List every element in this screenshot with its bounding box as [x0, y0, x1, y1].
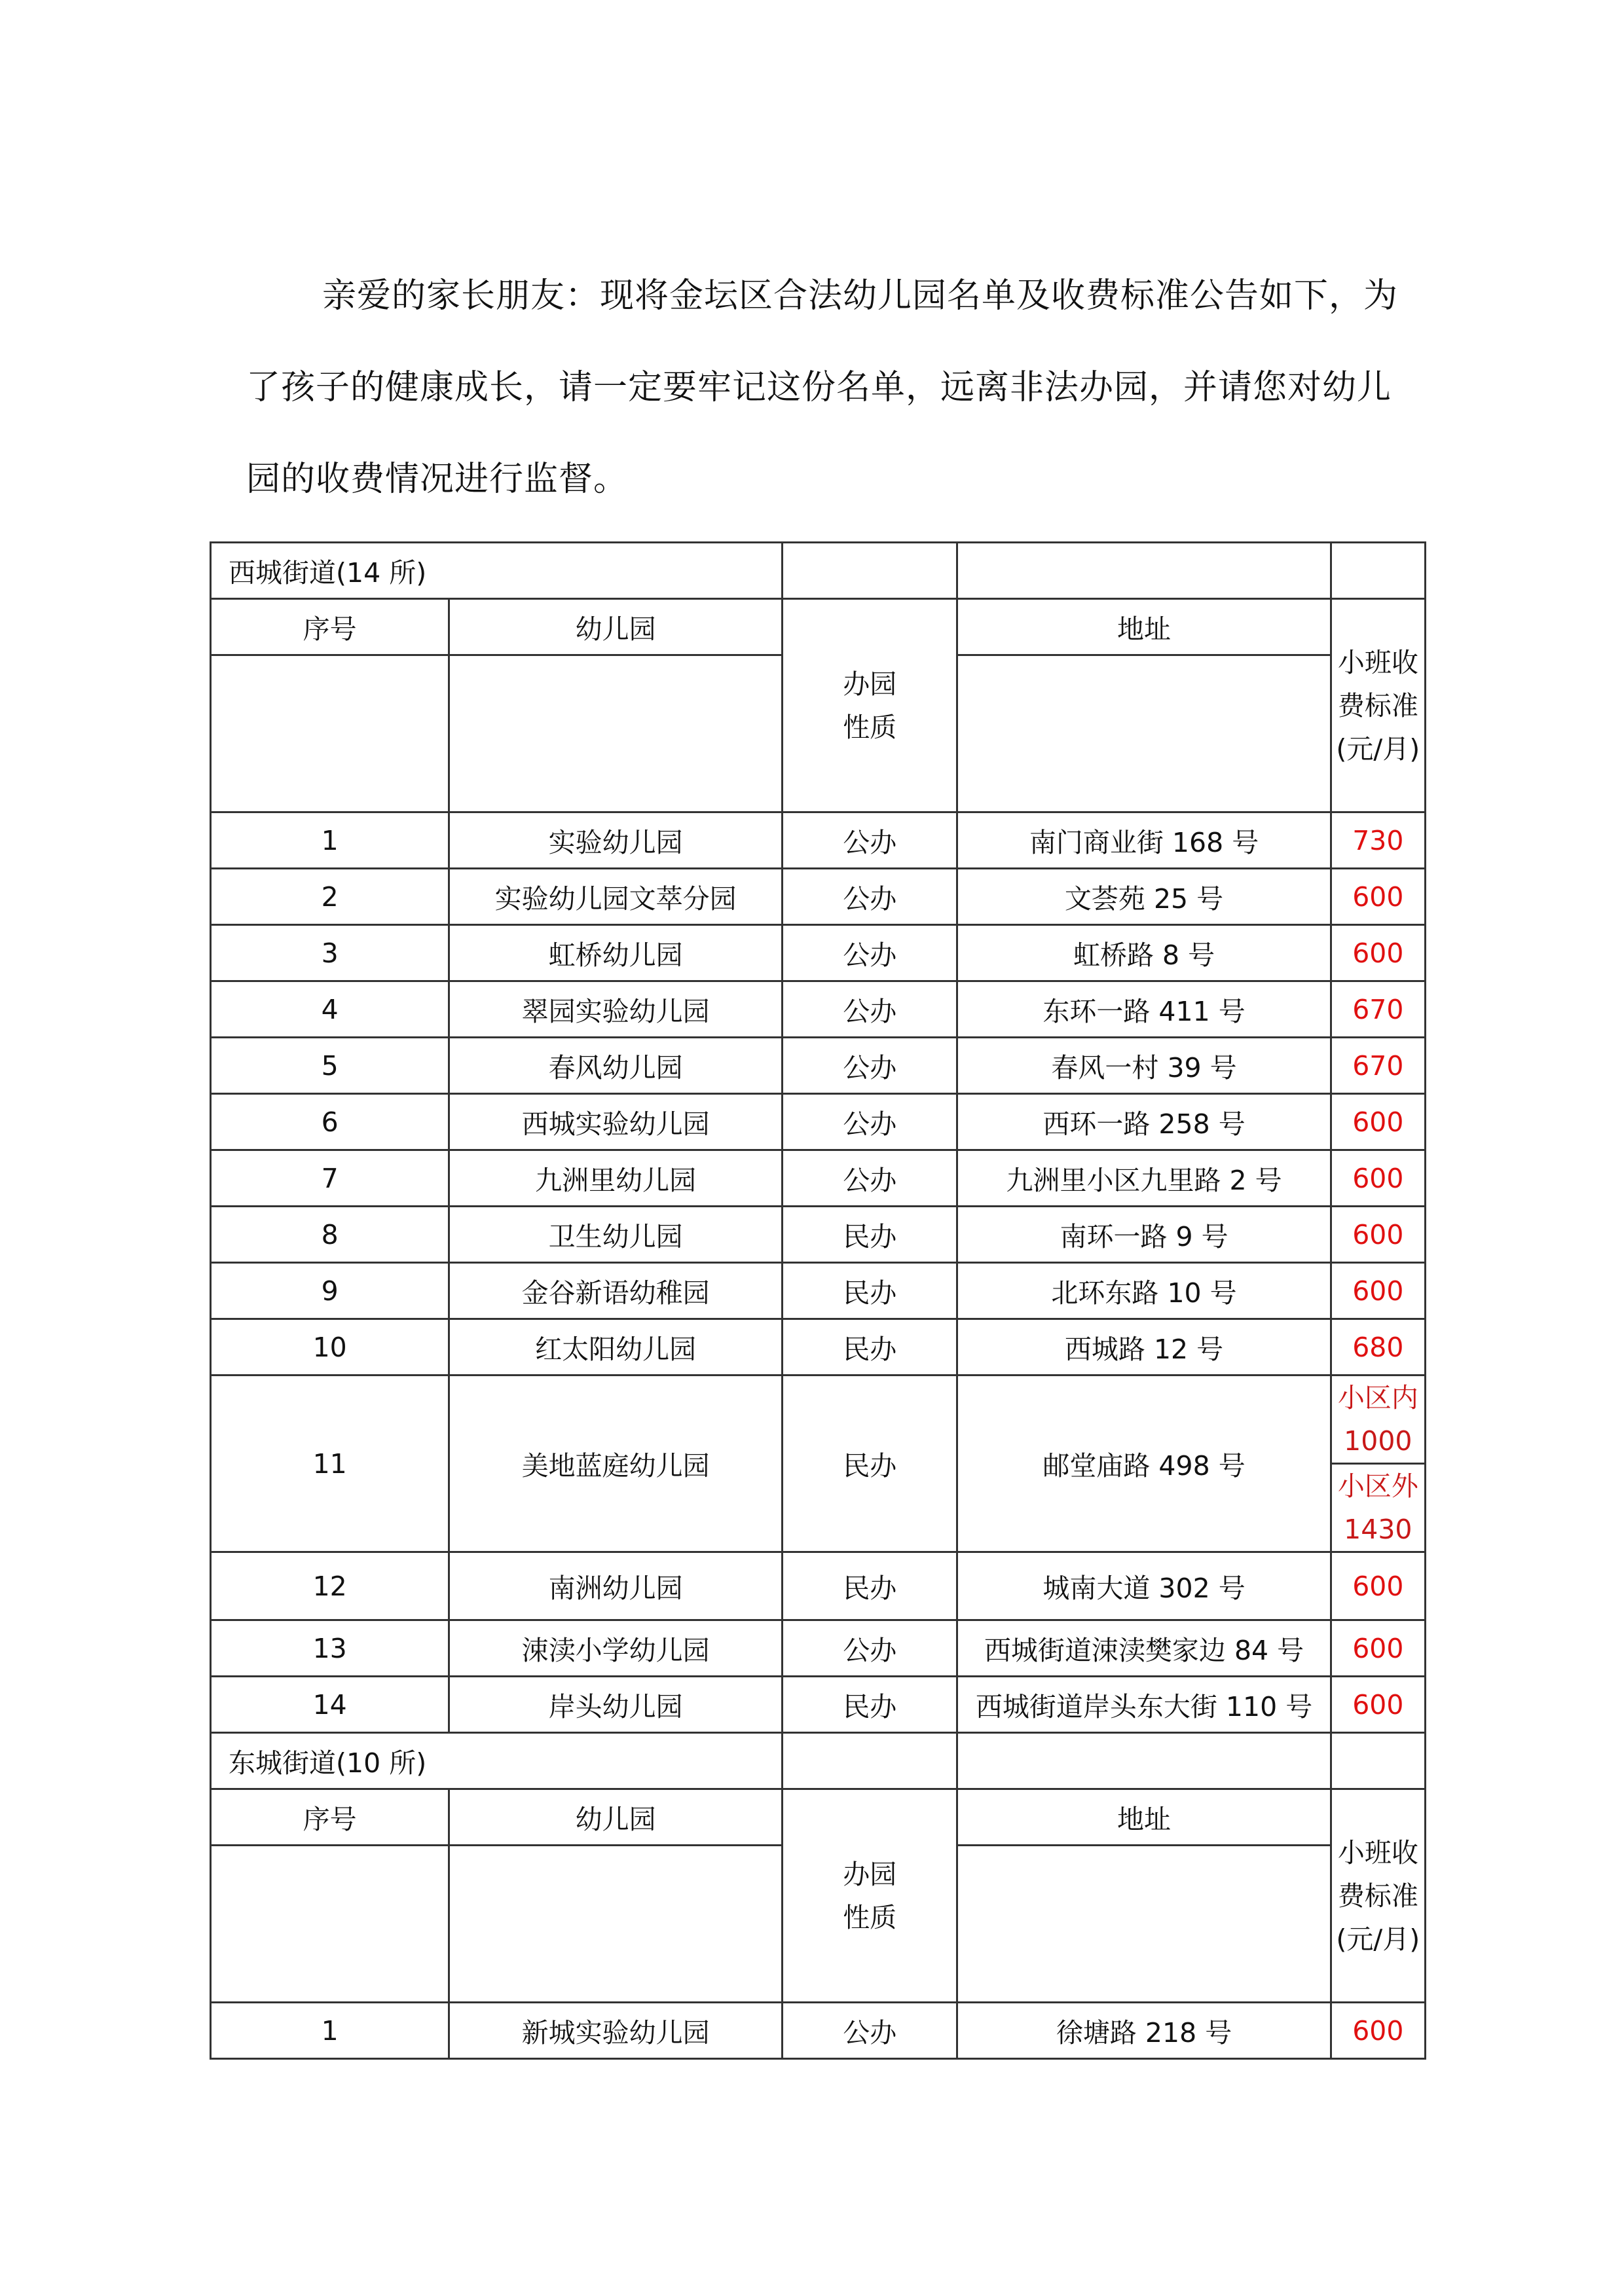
row-no: 2 [211, 869, 449, 925]
row-kindergarten: 岸头幼儿园 [449, 1677, 783, 1733]
row-kindergarten: 翠园实验幼儿园 [449, 981, 783, 1038]
table-row [211, 1150, 1426, 1207]
table-row [211, 1376, 1426, 1552]
table-row [211, 925, 1426, 981]
row-no: 11 [211, 1376, 449, 1552]
header-nature: 办园性质 [843, 668, 897, 743]
section-title-row [211, 543, 1426, 599]
table-row [211, 1552, 1426, 1620]
row-no: 12 [211, 1552, 449, 1620]
row-nature: 公办 [783, 1620, 957, 1677]
row-nature: 公办 [783, 1094, 957, 1150]
row-nature: 民办 [783, 1376, 957, 1552]
row-nature: 公办 [783, 1038, 957, 1094]
header-address: 地址 [957, 1789, 1331, 1846]
row-fee: 600 [1331, 1620, 1425, 1677]
row-address: 徐塘路 218 号 [957, 2003, 1331, 2059]
table-row [211, 981, 1426, 1038]
section-title: 东城街道(10 所) [211, 1733, 783, 1789]
row-fee: 600 [1331, 925, 1425, 981]
row-fee-outside: 小区外 1430 [1332, 1463, 1424, 1551]
row-fee: 600 [1331, 1677, 1425, 1733]
row-kindergarten: 红太阳幼儿园 [449, 1319, 783, 1376]
table-row [211, 1620, 1426, 1677]
table-row [211, 812, 1426, 869]
row-no: 3 [211, 925, 449, 981]
row-nature: 公办 [783, 1150, 957, 1207]
row-fee: 680 [1331, 1319, 1425, 1376]
row-no: 10 [211, 1319, 449, 1376]
row-kindergarten: 涑渎小学幼儿园 [449, 1620, 783, 1677]
row-kindergarten: 九洲里幼儿园 [449, 1150, 783, 1207]
row-address: 西环一路 258 号 [957, 1094, 1331, 1150]
table-row [211, 1319, 1426, 1376]
row-fee: 670 [1331, 1038, 1425, 1094]
row-fee: 600 [1331, 1207, 1425, 1263]
row-fee-inside: 小区内 1000 [1337, 1382, 1418, 1457]
table-row [211, 1677, 1426, 1733]
row-fee: 730 [1331, 812, 1425, 869]
row-kindergarten: 春风幼儿园 [449, 1038, 783, 1094]
header-no: 序号 [211, 599, 449, 655]
row-kindergarten: 美地蓝庭幼儿园 [449, 1376, 783, 1552]
row-nature: 公办 [783, 869, 957, 925]
row-address: 南环一路 9 号 [957, 1207, 1331, 1263]
row-nature: 公办 [783, 925, 957, 981]
row-nature: 公办 [783, 812, 957, 869]
row-address: 北环东路 10 号 [957, 1263, 1331, 1319]
header-row [211, 599, 1426, 655]
header-nature: 办园性质 [843, 1858, 897, 1933]
row-no: 4 [211, 981, 449, 1038]
notice-paragraph: 亲爱的家长朋友：现将金坛区合法幼儿园名单及收费标准公告如下，为了孩子的健康成长，请一定要牢记这份名单，远离非法办园，并请您对幼儿园的收费情况进行监督。 [246, 276, 1399, 499]
header-kindergarten: 幼儿园 [449, 1789, 783, 1846]
row-kindergarten: 金谷新语幼稚园 [449, 1263, 783, 1319]
row-address: 春风一村 39 号 [957, 1038, 1331, 1094]
header-row [211, 1789, 1426, 1846]
row-kindergarten: 实验幼儿园 [449, 812, 783, 869]
row-address: 城南大道 302 号 [957, 1552, 1331, 1620]
row-no: 5 [211, 1038, 449, 1094]
row-address: 西城街道涑渎樊家边 84 号 [957, 1620, 1331, 1677]
row-address: 西城街道岸头东大街 110 号 [957, 1677, 1331, 1733]
row-no: 13 [211, 1620, 449, 1677]
row-nature: 公办 [783, 2003, 957, 2059]
row-kindergarten: 卫生幼儿园 [449, 1207, 783, 1263]
section-title: 西城街道(14 所) [211, 543, 783, 599]
table-row [211, 869, 1426, 925]
section-title-row [211, 1733, 1426, 1789]
row-kindergarten: 西城实验幼儿园 [449, 1094, 783, 1150]
row-no: 14 [211, 1677, 449, 1733]
row-address: 文荟苑 25 号 [957, 869, 1331, 925]
row-nature: 公办 [783, 981, 957, 1038]
kindergarten-fee-table [210, 541, 1426, 2060]
header-fee: 小班收费标准(元/月) [1331, 599, 1425, 812]
row-no: 9 [211, 1263, 449, 1319]
header-address: 地址 [957, 599, 1331, 655]
row-nature: 民办 [783, 1319, 957, 1376]
row-fee: 670 [1331, 981, 1425, 1038]
row-fee: 600 [1331, 1094, 1425, 1150]
row-address: 西城路 12 号 [957, 1319, 1331, 1376]
row-nature: 民办 [783, 1677, 957, 1733]
table-row [211, 1094, 1426, 1150]
row-fee: 600 [1331, 2003, 1425, 2059]
row-address: 九洲里小区九里路 2 号 [957, 1150, 1331, 1207]
notice-intro [246, 250, 1399, 525]
row-nature: 民办 [783, 1263, 957, 1319]
row-fee: 600 [1331, 1263, 1425, 1319]
table-row [211, 1207, 1426, 1263]
header-kindergarten: 幼儿园 [449, 599, 783, 655]
row-address: 东环一路 411 号 [957, 981, 1331, 1038]
row-address: 南门商业街 168 号 [957, 812, 1331, 869]
row-no: 1 [211, 2003, 449, 2059]
row-fee: 600 [1331, 1552, 1425, 1620]
row-kindergarten: 实验幼儿园文萃分园 [449, 869, 783, 925]
table-row [211, 1263, 1426, 1319]
row-nature: 民办 [783, 1552, 957, 1620]
header-no: 序号 [211, 1789, 449, 1846]
row-kindergarten: 新城实验幼儿园 [449, 2003, 783, 2059]
row-no: 8 [211, 1207, 449, 1263]
row-fee: 600 [1331, 869, 1425, 925]
table-row [211, 2003, 1426, 2059]
row-nature: 民办 [783, 1207, 957, 1263]
row-no: 7 [211, 1150, 449, 1207]
row-kindergarten: 虹桥幼儿园 [449, 925, 783, 981]
row-no: 6 [211, 1094, 449, 1150]
header-fee: 小班收费标准(元/月) [1331, 1789, 1425, 2003]
row-no: 1 [211, 812, 449, 869]
row-address: 虹桥路 8 号 [957, 925, 1331, 981]
row-fee: 600 [1331, 1150, 1425, 1207]
row-address: 邮堂庙路 498 号 [957, 1376, 1331, 1552]
table-row [211, 1038, 1426, 1094]
row-kindergarten: 南洲幼儿园 [449, 1552, 783, 1620]
